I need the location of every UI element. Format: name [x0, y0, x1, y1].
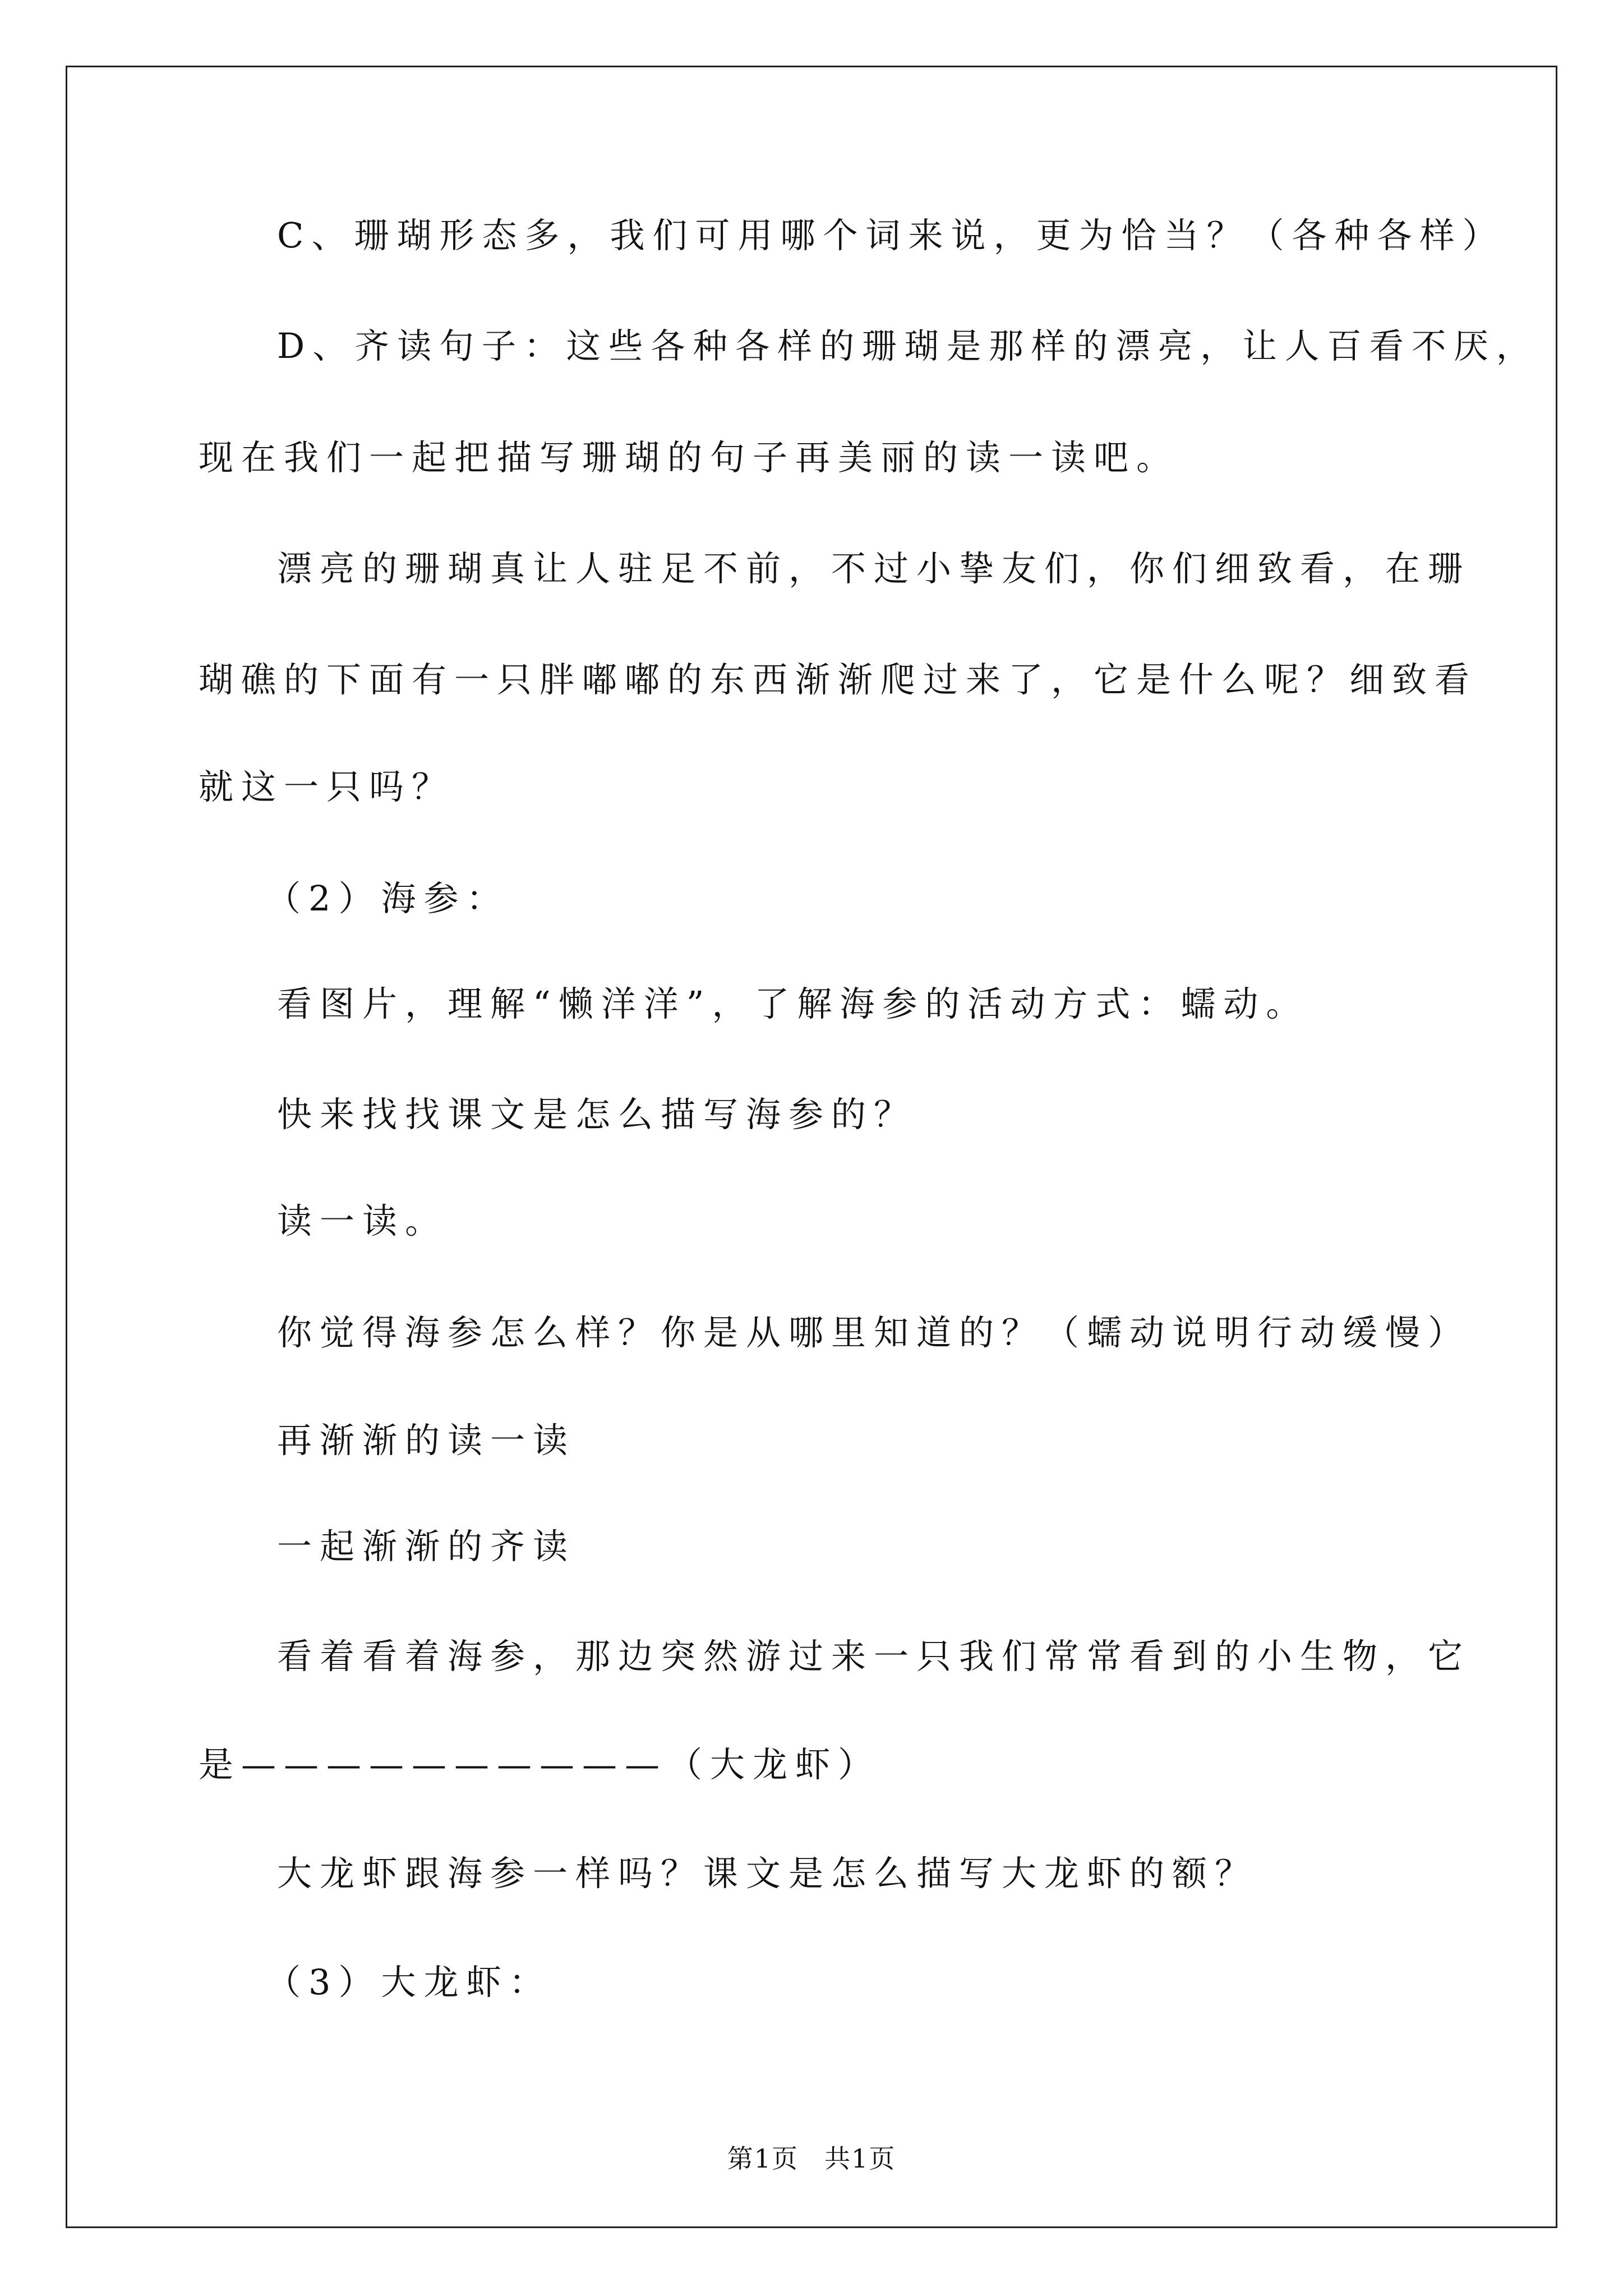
paragraph-line-6: 就这一只吗？ — [199, 766, 455, 807]
paragraph-line-2: D、齐读句子：这些各种各样的珊瑚是那样的漂亮，让人百看不厌， — [277, 326, 1539, 366]
paragraph-line-1: C、珊瑚形态多，我们可用哪个词来说，更为恰当？（各种各样） — [277, 215, 1505, 256]
paragraph-line-13: 一起渐渐的齐读 — [277, 1526, 576, 1567]
page-border — [66, 66, 1557, 2228]
paragraph-line-11: 你觉得海参怎么样？你是从哪里知道的？（蠕动说明行动缓慢） — [277, 1312, 1471, 1353]
paragraph-line-10: 读一读。 — [277, 1200, 448, 1241]
page-total: 共1页 — [824, 2143, 896, 2174]
paragraph-line-5: 瑚礁的下面有一只胖嘟嘟的东西渐渐爬过来了，它是什么呢？细致看 — [199, 659, 1478, 700]
paragraph-line-4: 漂亮的珊瑚真让人驻足不前，不过小挚友们，你们细致看，在珊 — [277, 548, 1471, 589]
paragraph-line-15: 是——————————（大龙虾） — [199, 1744, 881, 1785]
section-heading-sea-cucumber: （2）海参： — [266, 878, 509, 919]
paragraph-line-8: 看图片，理解“懒洋洋”，了解海参的活动方式：蠕动。 — [277, 983, 1309, 1024]
page-footer — [0, 2142, 1623, 2175]
paragraph-line-16: 大龙虾跟海参一样吗？课文是怎么描写大龙虾的额？ — [277, 1853, 1258, 1894]
paragraph-line-14: 看着看着海参，那边突然游过来一只我们常常看到的小生物，它 — [277, 1636, 1471, 1677]
paragraph-line-3: 现在我们一起把描写珊瑚的句子再美丽的读一读吧。 — [199, 437, 1179, 478]
paragraph-line-12: 再渐渐的读一读 — [277, 1420, 576, 1461]
page-number: 第1页 — [727, 2143, 799, 2174]
paragraph-line-9: 快来找找课文是怎么描写海参的？ — [277, 1094, 917, 1135]
section-heading-lobster: （3）大龙虾： — [266, 1962, 552, 2003]
